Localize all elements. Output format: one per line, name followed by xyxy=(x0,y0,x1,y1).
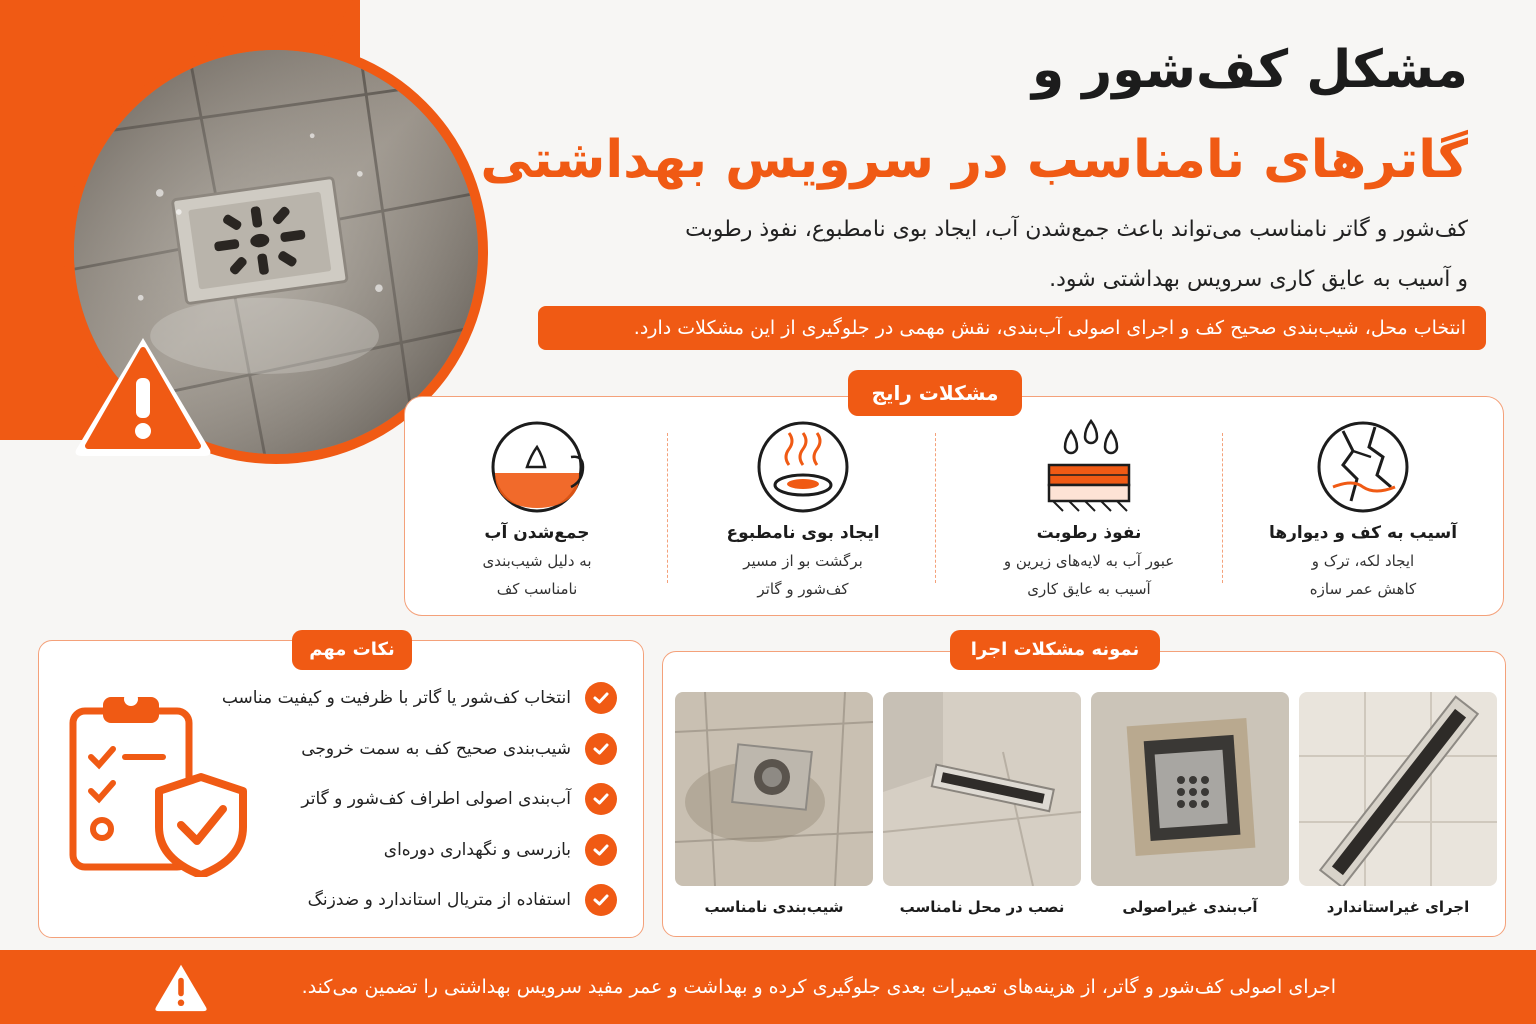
example-card xyxy=(1299,692,1497,916)
problem-title: جمع‌شدن آب xyxy=(484,523,590,543)
warning-triangle-icon xyxy=(70,330,216,460)
check-icon xyxy=(585,682,617,714)
divider xyxy=(667,433,668,583)
tip-item xyxy=(384,833,617,867)
tip-text: استفاده از متریال استاندارد و ضدزنگ xyxy=(307,890,571,910)
tip-item xyxy=(301,732,617,766)
page-title-line1: مشکل کف‌شور و xyxy=(1031,40,1468,100)
divider xyxy=(1222,433,1223,583)
clipboard-shield-icon xyxy=(63,687,263,877)
example-label: نصب در محل نامناسب xyxy=(899,898,1065,916)
problem-title: ایجاد بوی نامطبوع xyxy=(726,523,880,543)
common-problems-panel xyxy=(404,396,1504,616)
sealing-drain-photo xyxy=(1091,692,1289,886)
cracked-surface-icon xyxy=(1313,417,1413,517)
tip-text: آب‌بندی اصولی اطراف کف‌شور و گاتر xyxy=(301,789,571,809)
odor-drain-icon xyxy=(753,417,853,517)
problem-description: عبور آب به لایه‌های زیرین و آسیب به عایق کاری xyxy=(1003,552,1175,598)
tip-item xyxy=(222,681,617,715)
important-tips-panel xyxy=(38,640,644,938)
problem-card-odor xyxy=(673,417,933,597)
tip-text: انتخاب کف‌شور یا گاتر با ظرفیت و کیفیت مناسب xyxy=(221,688,571,708)
example-card xyxy=(883,692,1081,916)
problem-title: نفوذ رطوبت xyxy=(1036,523,1142,543)
water-pool-icon xyxy=(487,417,587,517)
check-icon xyxy=(585,783,617,815)
linear-drain-photo xyxy=(1299,692,1497,886)
execution-problems-panel xyxy=(662,651,1506,937)
example-label: آب‌بندی غیراصولی xyxy=(1122,898,1258,916)
tip-item xyxy=(308,883,617,917)
check-icon xyxy=(585,834,617,866)
tip-text: شیب‌بندی صحیح کف به سمت خروجی xyxy=(301,739,571,759)
problem-card-moisture xyxy=(959,417,1219,597)
slope-drain-photo xyxy=(675,692,873,886)
execution-problems-title: نمونه مشکلات اجرا xyxy=(950,630,1160,670)
problem-description: ایجاد لکه، ترک و کاهش عمر سازه xyxy=(1309,552,1417,598)
warning-triangle-icon xyxy=(150,961,212,1013)
example-label: اجرای غیراستاندارد xyxy=(1326,898,1470,916)
problem-card-pooling xyxy=(407,417,667,597)
intro-line2: و آسیب به عایق کاری سرویس بهداشتی شود. xyxy=(1049,267,1468,292)
divider xyxy=(935,433,936,583)
tip-text: بازرسی و نگهداری دوره‌ای xyxy=(383,840,571,860)
problem-title: آسیب به کف و دیوارها xyxy=(1268,523,1458,543)
important-tips-title: نکات مهم xyxy=(292,630,412,670)
moisture-drops-icon xyxy=(1039,417,1139,517)
wall-drain-photo xyxy=(883,692,1081,886)
footer-banner xyxy=(0,950,1536,1024)
check-icon xyxy=(585,884,617,916)
example-label: شیب‌بندی نامناسب xyxy=(704,898,844,916)
page-title-line2: گاترهای نامناسب در سرویس بهداشتی xyxy=(480,130,1468,190)
check-icon xyxy=(585,733,617,765)
example-card xyxy=(1091,692,1289,916)
problem-card-damage xyxy=(1233,417,1493,597)
highlight-banner: انتخاب محل، شیب‌بندی صحیح کف و اجرای اصولی آب‌بندی، نقش مهمی در جلوگیری از این مشکلات دارد. xyxy=(538,306,1486,350)
common-problems-title: مشکلات رایج xyxy=(848,370,1022,416)
footer-text: اجرای اصولی کف‌شور و گاتر، از هزینه‌های تعمیرات بعدی جلوگیری کرده و بهداشت و عمر مفید سرویس بهداشتی را تضمین می‌کند. xyxy=(301,976,1336,998)
problem-description: به دلیل شیب‌بندی نامناسب کف xyxy=(482,552,592,598)
intro-line1: کف‌شور و گاتر نامناسب می‌تواند باعث جمع‌شدن آب، ایجاد بوی نامطبوع، نفوذ رطوبت xyxy=(685,217,1468,242)
tip-item xyxy=(301,782,617,816)
problem-description: برگشت بو از مسیر کف‌شور و گاتر xyxy=(743,552,863,598)
intro-paragraph xyxy=(548,205,1468,305)
example-card xyxy=(675,692,873,916)
